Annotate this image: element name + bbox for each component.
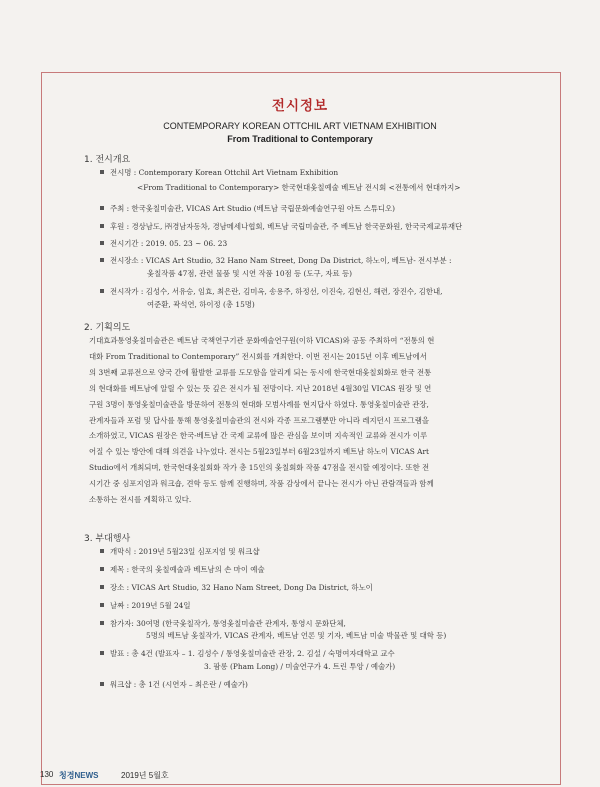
section-heading-intent: 2. 기획의도 <box>84 323 131 333</box>
bullet-icon <box>100 289 104 293</box>
bullet-icon <box>100 258 104 262</box>
list-item: 전시장소 : VICAS Art Studio, 32 Hano Nam Street, Dong Da District, 하노이, 베트남- 전시부분 : <box>100 255 451 267</box>
bullet-icon <box>100 206 104 210</box>
magazine-name: 청경NEWS <box>59 771 99 780</box>
list-item: 제목 : 한국의 옻칠예술과 베트남의 손 마이 예술 <box>100 564 265 576</box>
page-number: 130 <box>40 770 54 779</box>
bullet-icon <box>100 682 104 686</box>
list-item: 워크샵 : 총 1건 (시연자 – 최은란 / 예술가) <box>100 679 248 691</box>
intent-paragraph: 기대효과통영옻칠미술관은 베트남 국책연구기관 문화예술연구원(이하 VICAS)와 공동 주최하여 “전통의 현 대화 From Traditional to Contemporary” 전시회를 개최한다. 이번 전시는 2015년 이후 베트남에서 의 3번째 교류전으로 양국 간에 활발한 교류를 도모함을 알리게 되는 동시에 한국현대옻칠회화로 한국 전통 의 현대화를 베트남에 알릴 수 있는 뜻 깊은 전시가 될 전망이다. 지난 2018년 4월30일 VICAS 원장 및 연 구원 3명이 통영옻칠미술관을 방문하여 전통의 현대화 모범사례를 현지답사 하였다. 통영옻칠미술관 관장, 관계자들과 포럼 및 답사를 통해 통영옻칠미술관의 전시와 각종 프로그램뿐만 아니라 레지던시 프로그램을 소개하였고, VICAS 원장은 한국-베트남 간 국제 교류에 많은 관심을 보이며 지속적인 교류와 전시가 이루 어질 수 있는 방안에 대해 의견을 나누었다. 전시는 5월23일부터 6월23일까지 베트남 하노이 VICAS Art Studio에서 개최되며, 한국현대옻칠회화 작가 총 15인의 옻칠회화 작품 47점을 전시할 예정이다. 또한 전 시기간 중 심포지엄과 워크숍, 견학 등도 함께 진행하며, 작품 감상에서 끝나는 전시가 아닌 관람객들과 함께 소통하는 전시를 계획하고 있다. <box>89 336 435 505</box>
list-item: 주최 : 한국옻칠미술관, VICAS Art Studio (베트남 국립문화예술연구원 아트 스튜디오) <box>100 203 395 215</box>
list-item-continuation: 여준환, 곽석연, 하이정 (총 15명) <box>147 300 255 309</box>
bullet-icon <box>100 585 104 589</box>
bullet-icon <box>100 651 104 655</box>
page-title: 전시정보 <box>271 98 329 114</box>
bullet-icon <box>100 567 104 571</box>
bullet-icon <box>100 224 104 228</box>
bullet-icon <box>100 621 104 625</box>
list-item: 날짜 : 2019년 5월 24일 <box>100 600 191 612</box>
list-item: 후원 : 경상남도, ㈜경남자동차, 경남메세나협회, 베트남 국립미술관, 주 베트남 한국문화원, 한국국제교류재단 <box>100 221 462 233</box>
list-item: 개막식 : 2019년 5월23일 심포지엄 및 워크샵 <box>100 546 259 558</box>
list-item: 전시작가 : 김성수, 서유승, 임효, 최은란, 김미옥, 송용주, 하정선, 이진숙, 김현신, 해련, 장진수, 김한내, <box>100 286 443 298</box>
list-item: 장소 : VICAS Art Studio, 32 Hano Nam Street, Dong Da District, 하노이 <box>100 582 373 594</box>
list-item: 전시기간 : 2019. 05. 23 ~ 06. 23 <box>100 238 227 250</box>
list-item: 참가자: 30여명 (한국옻칠작가, 통영옻칠미술관 관계자, 통영시 문화단체, <box>100 618 346 630</box>
section-heading-events: 3. 부대행사 <box>84 534 131 544</box>
issue-date: 2019년 5월호 <box>121 771 169 780</box>
bullet-icon <box>100 603 104 607</box>
bullet-icon <box>100 549 104 553</box>
list-item-continuation: 5명의 베트남 옻칠작가, VICAS 관계자, 베트남 언론 및 기자, 베트남 미술 박물관 및 대학 등) <box>146 631 447 640</box>
list-item-continuation: 옻칠작품 47점, 관련 물품 및 시연 작품 10점 등 (도구, 자료 등) <box>147 269 353 278</box>
list-item: 전시명 : Contemporary Korean Ottchil Art Vietnam Exhibition <box>100 167 338 179</box>
list-item: 발표 : 총 4건 (발표자 – 1. 김성수 / 통영옻칠미술관 관장, 2. 김설 / 숙명여자대학교 교수 <box>100 648 395 660</box>
bullet-icon <box>100 241 104 245</box>
english-subtitle: CONTEMPORARY KOREAN OTTCHIL ART VIETNAM EXHIBITION <box>163 121 437 131</box>
list-item-continuation: 3. 팜롱 (Pham Long) / 미술연구가 4. 트린 투앙 / 예술가) <box>204 662 396 671</box>
section-heading-overview: 1. 전시개요 <box>84 155 131 165</box>
english-subtitle-secondary: From Traditional to Contemporary <box>227 134 373 144</box>
list-item-continuation: <From Traditional to Contemporary> 한국현대옻칠예술 베트남 전시회 <전통에서 현대까지> <box>137 183 461 192</box>
bullet-icon <box>100 170 104 174</box>
